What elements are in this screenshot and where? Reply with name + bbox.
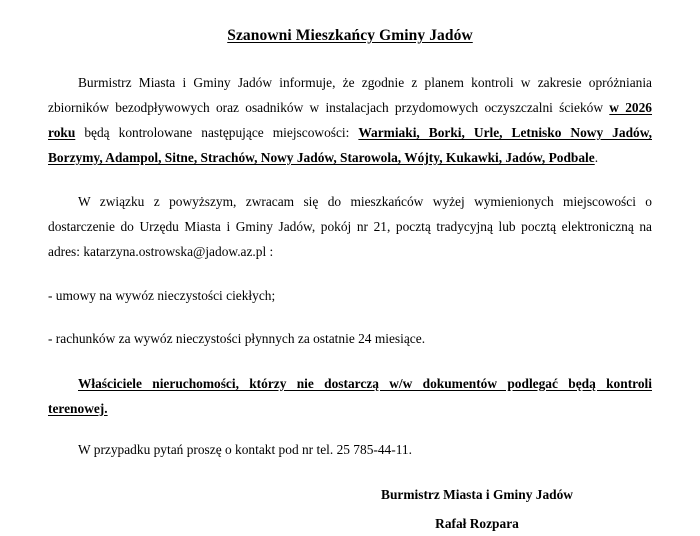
warning-text: Właściciele nieruchomości, którzy nie dostarczą w/w dokumentów podlegać będą kontroli terenowej. xyxy=(48,375,652,416)
paragraph-document-request: W związku z powyższym, zwracam się do mieszkańców wyżej wymienionych miejscowości o dostarczenie do Urzędu Miasta i Gminy Jadów, pokój nr 21, pocztą tradycyjną lub pocztą elektroniczną na adres: katarzyna.ostrowska@jadow.az.pl : xyxy=(48,193,652,259)
list-item-invoices: - rachunków za wywóz nieczystości płynnych za ostatnie 24 miesiące. xyxy=(48,330,426,346)
signature-position: Burmistrz Miasta i Gminy Jadów xyxy=(381,486,573,502)
paragraph-warning xyxy=(48,371,652,421)
signature-name: Rafał Rozpara xyxy=(435,515,519,531)
paragraph-inspection-notice xyxy=(48,70,652,170)
paragraph-1-middle-text: będą kontrolowane następujące miejscowości: xyxy=(75,124,359,140)
paragraph-1-intro-text: Burmistrz Miasta i Gminy Jadów informuje, że zgodnie z planem kontroli w zakresie opróżniania zbiorników bezodpływowych oraz osadników w instalacjach przydomowych oczyszczalni ścieków xyxy=(48,74,652,115)
signature-block xyxy=(48,482,652,536)
paragraph-contact-phone: W przypadku pytań proszę o kontakt pod nr tel. 25 785-44-11. xyxy=(78,441,412,457)
paragraph-1-year-emphasis: w 2026 roku xyxy=(48,99,652,140)
list-item-contracts: - umowy na wywóz nieczystości ciekłych; xyxy=(48,287,276,303)
page-title: Szanowni Mieszkańcy Gminy Jadów xyxy=(227,27,473,44)
paragraph-1-village-list: Warmiaki, Borki, Urle, Letnisko Nowy Jadów, Borzymy, Adampol, Sitne, Strachów, Nowy Jadów, Starowola, Wójty, Kukawki, Jadów, Podbale xyxy=(48,124,652,165)
paragraph-1-trailing-text: . xyxy=(594,149,599,165)
